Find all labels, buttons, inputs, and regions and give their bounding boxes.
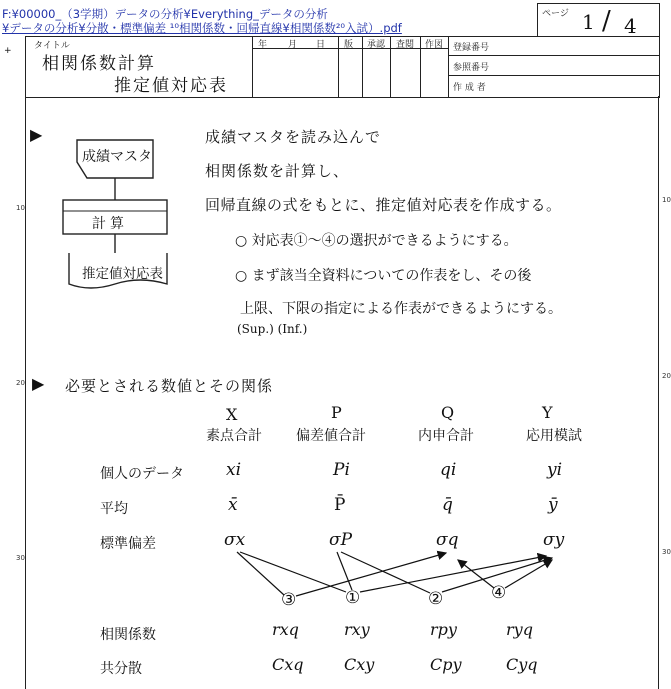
desc-line-6: 上限、下限の指定による作表ができるようにする。 [240,301,562,317]
title-line1: 相関係数計算 [42,54,156,74]
desc-line-4: ○ 対応表①〜④の選択ができるようにする。 [235,233,518,249]
desc-line-5: ○ まず該当全資料についての作表をし、その後 [235,268,532,284]
val-cov-xq: Cxq [272,655,304,674]
desc-line-7: (Sup.) (Inf.) [237,322,308,336]
val-q-data: qi [440,460,457,480]
margin-num-20-left: 20 [16,379,25,387]
page-slash-icon: / [602,6,611,36]
margin-num-30-right: 30 [662,548,671,556]
col-name-p: 偏差値合計 [296,428,366,444]
val-cov-py: Cpy [430,655,462,674]
circle-label-3: ③ [281,590,297,610]
margin-num-10-left: 10 [16,204,25,212]
title-label: タイトル [34,41,70,51]
page-total: 4 [624,14,637,38]
val-corr-yq: ryq [506,620,533,639]
col-label-review: 査閲 [396,40,415,50]
row-label-mean: 平均 [100,501,128,517]
val-p-mean: P̄ [334,495,346,515]
circle-label-2: ② [428,589,444,609]
val-p-sd: σP [329,530,353,550]
val-p-data: Pi [333,460,350,480]
desc-line-3: 回帰直線の式をもとに、推定値対応表を作成する。 [205,196,562,214]
registration-label: 登録番号 [453,43,490,53]
page-current: 1 [582,10,595,34]
row-label-cov: 共分散 [100,661,142,677]
val-y-data: yi [547,460,563,480]
circle-label-4: ④ [491,583,507,603]
val-corr-py: rpy [430,620,457,639]
val-corr-xq: rxq [272,620,299,639]
val-corr-xy: rxy [344,620,370,639]
val-x-mean: x̄ [228,495,238,515]
margin-num-10-right: 10 [662,196,671,204]
desc-line-1: 成績マスタを読み込んで [205,128,382,146]
val-y-mean: ȳ [548,495,558,515]
date-label-month: 月 [288,40,298,50]
flow-box-master: 成績マスタ [82,149,152,165]
section2-arrow-icon: ▶ [32,374,45,393]
file-path-line2: ¥データの分析¥分散・標準偏差 ¹⁰相関係数・回帰直線¥相関係数²⁰入試）.pdf [2,21,402,35]
col-letter-p: P [331,403,342,422]
reference-label: 参照番号 [453,63,490,73]
col-name-y: 応用模試 [526,428,582,444]
margin-num-20-right: 20 [662,372,671,380]
val-q-sd: σq [436,530,459,550]
page-label: ページ [542,9,569,19]
val-cov-xy: Cxy [344,655,375,674]
val-q-mean: q̄ [442,495,453,515]
file-path-line1: F:¥00000_（3学期）データの分析¥Everything_データの分析 [2,7,328,21]
col-label-drawing: 作図 [425,40,444,50]
margin-num-30-left: 30 [16,554,25,562]
col-label-approval: 承認 [367,40,386,50]
author-label: 作 成 者 [453,83,486,93]
col-letter-q: Q [441,403,455,422]
val-x-data: xi [226,460,242,480]
val-cov-yq: Cyq [506,655,538,674]
val-y-sd: σy [543,530,565,550]
date-label-year: 年 [258,40,268,50]
col-letter-y: Y [542,403,553,422]
row-label-corr: 相関係数 [100,627,156,643]
flow-box-calc: 計算 [92,216,128,232]
row-label-data: 個人のデータ [100,466,184,482]
val-x-sd: σx [224,530,246,550]
col-name-x: 素点合計 [206,428,262,444]
col-name-q: 内申合計 [418,428,474,444]
section1-arrow-icon: ▶ [30,125,43,144]
col-label-version: 版 [344,40,354,50]
date-label-day: 日 [316,40,326,50]
section2-heading: 必要とされる数値とその関係 [65,377,274,395]
row-label-sd: 標準偏差 [100,536,156,552]
col-letter-x: X [226,405,238,424]
left-edge-mark: + [4,46,12,56]
title-line2: 推定値対応表 [114,76,228,96]
circle-label-1: ① [345,588,361,608]
desc-line-2: 相関係数を計算し、 [205,162,350,180]
flow-box-table: 推定値対応表 [82,266,163,282]
